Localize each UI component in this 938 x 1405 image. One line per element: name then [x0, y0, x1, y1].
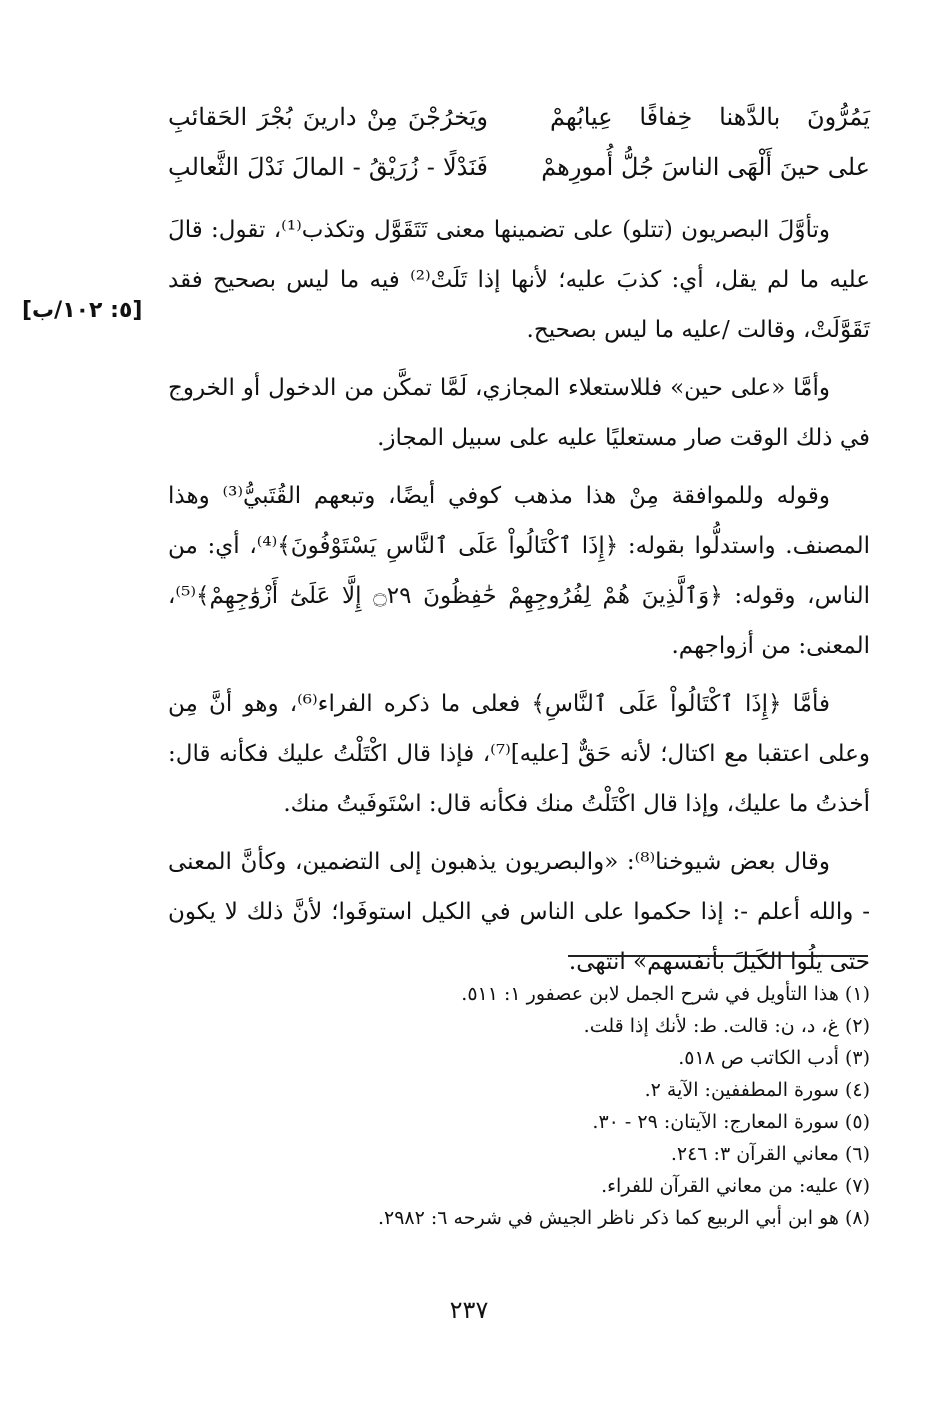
footnote: (٣) أدب الكاتب ص ٥١٨.	[678, 1047, 870, 1069]
footnote: (٥) سورة المعارج: الآيتان: ٢٩ - ٣٠.	[592, 1111, 870, 1133]
poem-hemistich-second: فَنَدْلًا - زُرَيْقُ - المالَ نَدْلَ الثَّعالبِ	[168, 153, 488, 181]
poem-verse	[168, 142, 870, 192]
margin-folio-reference: [٥: ١٠٢/ب]	[22, 298, 143, 323]
footnote: (٤) سورة المطففين: الآية ٢.	[644, 1079, 870, 1101]
footnote: (١) هذا التأويل في شرح الجمل لابن عصفور ١: ٥١١.	[461, 983, 870, 1005]
main-text	[168, 205, 870, 995]
paragraph: وتأوَّلَ البصريون (تتلو) على تضمينها معنى تَتَقَوَّل وتكذب⁽¹⁾، تقول: قالَ عليه ما لم يقل، أي: كذبَ عليه؛ لأنها إذا تَلَتْ⁽²⁾ فيه ما ليس بصحيح فقد تَقَوَّلَتْ، وقالت /عليه ما ليس بصحيح.	[168, 217, 870, 343]
poem-hemistich-second: ويَخرُجْنَ مِنْ دارينَ بُجْرَ الحَقائبِ	[168, 103, 488, 131]
poem-verse	[168, 92, 870, 142]
page-number: ٢٣٧	[449, 1296, 489, 1324]
paragraph: وأمَّا «على حين» فللاستعلاء المجازي، لَمَّا تمكَّن من الدخول أو الخروج في ذلك الوقت صار مستعليًا عليه على سبيل المجاز.	[168, 375, 870, 451]
footnote: (٨) هو ابن أبي الربيع كما ذكر ناظر الجيش في شرحه ٦: ٢٩٨٢.	[377, 1207, 870, 1229]
poem-block	[168, 92, 870, 192]
footnote: (٢) غ، د، ن: قالت. ط: لأنك إذا قلت.	[583, 1015, 870, 1037]
footnote: (٦) معاني القرآن ٣: ٢٤٦.	[670, 1143, 870, 1165]
paragraph: فأمَّا ﴿إِذَا ٱكْتَالُواْ عَلَى ٱلنَّاسِ﴾ فعلى ما ذكره الفراء⁽⁶⁾، وهو أنَّ مِن وعلى اعتقبا مع اكتال؛ لأنه حَقٌّ [عليه]⁽⁷⁾، فإذا قال اكْتَلْتُ عليك فكأنه قال: أخذتُ ما عليك، وإذا قال اكْتَلْتُ منك فكأنه قال: اسْتَوفَيتُ منك.	[168, 691, 870, 817]
poem-hemistich-first: على حينَ أَلْهَى الناسَ جُلُّ أُمورِهمْ	[541, 153, 870, 181]
footnotes	[168, 978, 870, 1234]
footnote-separator	[568, 955, 868, 957]
footnote: (٧) عليه: من معاني القرآن للفراء.	[601, 1175, 870, 1197]
paragraph: وقوله وللموافقة مِنْ هذا مذهب كوفي أيضًا، وتبعهم القُتَبيُّ⁽³⁾ وهذا المصنف. واستدلُّوا بقوله: ﴿إِذَا ٱكْتَالُواْ عَلَى ٱلنَّاسِ يَسْتَوْفُونَ﴾⁽⁴⁾، أي: من الناس، وقوله: ﴿وَٱلَّذِينَ هُمْ لِفُرُوجِهِمْ حَٰفِظُونَ ۝٢٩ إِلَّا عَلَىٰٓ أَزْوَٰجِهِمْ﴾⁽⁵⁾، المعنى: من أزواجهم.	[168, 483, 871, 659]
paragraph: وقال بعض شيوخنا⁽⁸⁾: «والبصريون يذهبون إلى التضمين، وكأنَّ المعنى - والله أعلم -: إذا حكموا على الناس في الكيل استوفَوا؛ لأنَّ ذلك لا يكون حتى يَلُوا الكَيلَ بأنفسهم» انتهى.	[168, 849, 870, 975]
poem-hemistich-first: يَمُرُّونَ بالدَّهنا خِفافًا عِيابُهمْ	[550, 103, 870, 131]
